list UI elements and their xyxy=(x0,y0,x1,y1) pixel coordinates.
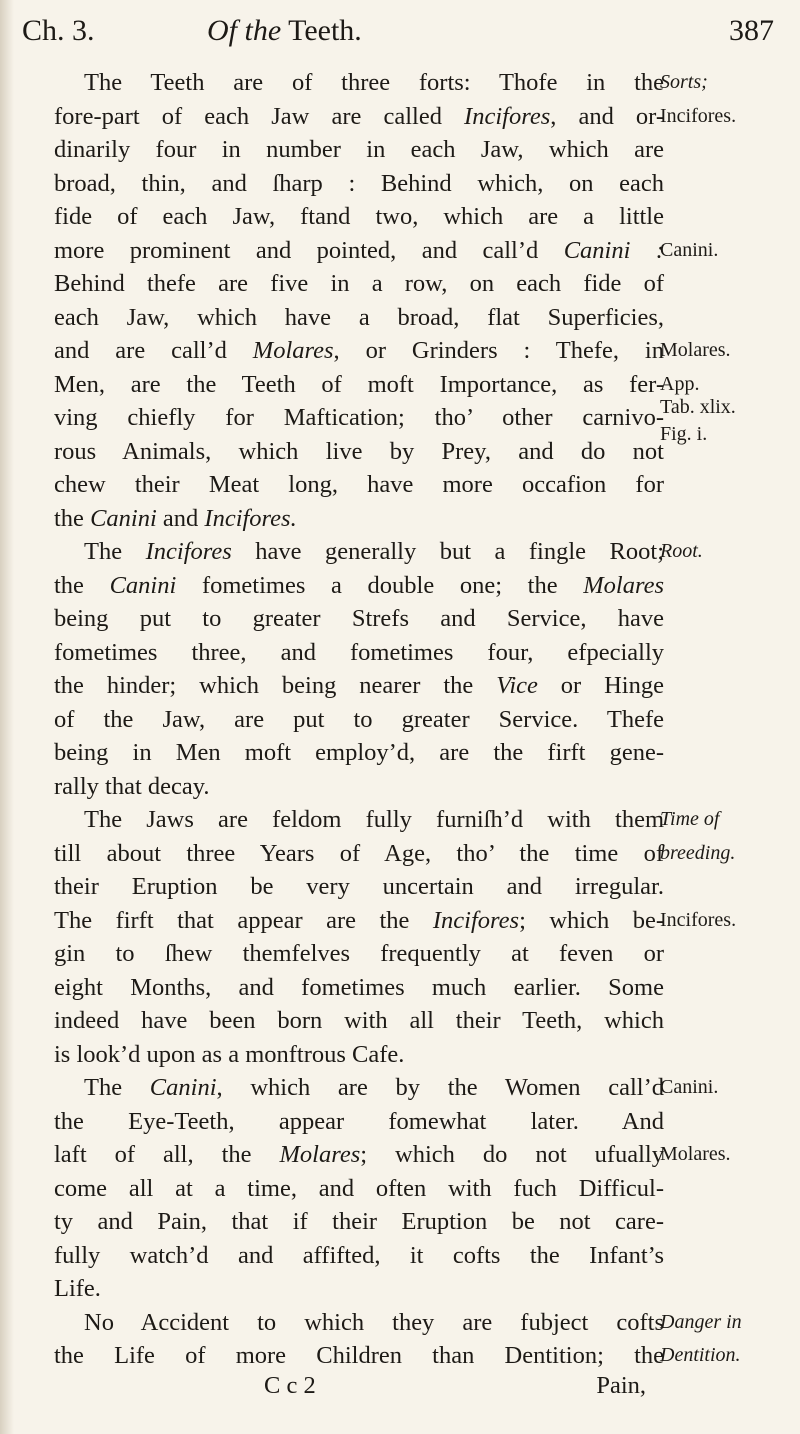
italic-term: Incifores. xyxy=(204,504,297,532)
margin-note: Tab. xlix. xyxy=(660,395,736,418)
text-line xyxy=(54,669,664,703)
text-line xyxy=(54,234,664,268)
text-run: ; which do not ufually xyxy=(360,1141,664,1168)
text-line xyxy=(54,1004,664,1038)
margin-note: Canini. xyxy=(660,1076,719,1098)
margin-note: breeding. xyxy=(660,841,736,864)
text-line xyxy=(54,1239,664,1273)
italic-term: Vice xyxy=(496,672,538,699)
text-run: dinarily four in number in each Jaw, which are xyxy=(54,136,664,163)
italic-term: Incifores xyxy=(464,102,551,130)
text-line xyxy=(54,401,664,435)
text-line xyxy=(54,133,664,167)
text-run: , which are by the Women call’d xyxy=(216,1074,664,1101)
text-line xyxy=(54,535,664,569)
signature-mark: C c 2 xyxy=(264,1372,316,1399)
text-run: fometimes a double one; the xyxy=(176,571,584,599)
text-line xyxy=(54,1272,664,1306)
text-run: The xyxy=(84,1074,150,1101)
text-line xyxy=(54,636,664,670)
text-run: eight Months, and fometimes much earlier. Some xyxy=(54,973,664,1001)
text-run: fometimes three, and fometimes four, efpecially xyxy=(54,638,664,666)
text-line xyxy=(54,368,664,402)
text-run: chew their Meat long, have more occafion for xyxy=(54,471,664,498)
text-line xyxy=(54,770,664,804)
text-line xyxy=(54,569,664,603)
text-run: , or Grinders : Thefe, in xyxy=(333,337,664,364)
text-run: ; which be- xyxy=(519,906,664,934)
text-run: rally that decay. xyxy=(54,772,210,800)
text-run: the hinder; which being nearer the xyxy=(54,672,497,699)
text-run: The Jaws are feldom fully furniſh’d with them xyxy=(84,806,664,833)
italic-term: Canini xyxy=(149,1074,217,1101)
text-run: till about three Years of Age, tho’ the time of xyxy=(54,839,664,867)
text-run: The firft that appear are the xyxy=(54,906,433,934)
text-line xyxy=(54,167,664,201)
text-line xyxy=(54,200,664,234)
running-title-rest: Teeth. xyxy=(281,14,362,47)
page-number: 387 xyxy=(729,14,774,47)
text-line xyxy=(54,736,664,770)
margin-note: Fig. i. xyxy=(660,422,708,445)
text-run: indeed have been born with all their Teeth, which xyxy=(54,1007,664,1034)
margin-note: Root. xyxy=(660,540,703,562)
text-run: each Jaw, which have a broad, flat Superficies, xyxy=(54,303,664,331)
text-run: and are call’d xyxy=(54,337,253,364)
margin-note: Incifores. xyxy=(660,908,737,931)
italic-term: Incifores xyxy=(145,538,232,565)
page-footer xyxy=(54,1372,664,1402)
margin-note: Molares. xyxy=(660,1143,731,1165)
margin-note: Dentition. xyxy=(660,1344,741,1366)
margin-note: Molares. xyxy=(660,339,731,361)
margin-note: Time of xyxy=(660,808,720,830)
margin-note: App. xyxy=(660,372,700,395)
text-run: the xyxy=(54,571,110,599)
text-line xyxy=(54,66,664,100)
text-line xyxy=(54,435,664,469)
margin-note: Incifores. xyxy=(660,104,737,127)
italic-term: Incifores xyxy=(432,906,520,934)
text-line xyxy=(54,1071,664,1105)
page-gutter-shadow xyxy=(0,0,14,1434)
running-header xyxy=(22,14,782,50)
margin-note: Sorts; xyxy=(660,71,708,93)
text-run: being in Men moft employ’d, are the firft gene- xyxy=(54,739,664,766)
italic-term: Molares xyxy=(279,1141,361,1168)
italic-term: Molares xyxy=(583,571,664,599)
text-line xyxy=(54,334,664,368)
text-run: their Eruption be very uncertain and irregular. xyxy=(54,873,664,900)
text-line xyxy=(54,1339,664,1373)
text-run: and xyxy=(156,504,205,532)
text-run: being put to greater Strefs and Service, have xyxy=(54,605,664,632)
running-title-italic: Of the xyxy=(207,14,282,47)
text-line xyxy=(54,502,664,536)
text-run: is look’d upon as a monftrous Cafe. xyxy=(54,1040,405,1068)
text-line xyxy=(54,1038,664,1072)
text-line xyxy=(54,1172,664,1206)
text-run: , and or- xyxy=(550,102,665,130)
text-run: or Hinge xyxy=(537,672,664,699)
text-line xyxy=(54,703,664,737)
text-run: Men, are the Teeth of moft Importance, as fer- xyxy=(54,370,664,398)
text-line xyxy=(54,837,664,871)
text-run: laft of all, the xyxy=(54,1141,280,1168)
text-line xyxy=(54,1138,664,1172)
text-run: ty and Pain, that if their Eruption be not care- xyxy=(54,1208,664,1235)
margin-note: Danger in xyxy=(660,1310,742,1333)
text-line xyxy=(54,870,664,904)
italic-term: Molares xyxy=(252,337,334,364)
text-run: the Life of more Children than Dentition; the xyxy=(54,1342,664,1369)
text-run: No Accident to which they are fubject cofts xyxy=(84,1308,664,1336)
running-title xyxy=(207,14,362,48)
text-run: Behind thefe are five in a row, on each fide of xyxy=(54,270,664,297)
text-run: The Teeth are of three forts: Thofe in the xyxy=(84,69,664,96)
text-run: fully watch’d and affifted, it cofts the Infant’s xyxy=(54,1241,664,1269)
text-run: the xyxy=(54,504,91,532)
italic-term: Canini xyxy=(109,571,177,599)
text-run: The xyxy=(84,538,146,565)
text-run: more prominent and pointed, and call’d xyxy=(54,236,564,264)
text-line xyxy=(54,1105,664,1139)
chapter-label: Ch. 3. xyxy=(22,14,95,47)
text-run: fore-part of each Jaw are called xyxy=(54,102,465,130)
italic-term: Canini : xyxy=(563,236,664,264)
text-line xyxy=(54,301,664,335)
text-line xyxy=(54,602,664,636)
text-run: gin to ſhew themfelves frequently at feven or xyxy=(54,940,664,967)
text-line xyxy=(54,904,664,938)
text-run: the Eye-Teeth, appear fomewhat later. And xyxy=(54,1107,664,1135)
text-line xyxy=(54,468,664,502)
margin-note: Canini. xyxy=(660,238,719,261)
text-run: Life. xyxy=(54,1275,101,1302)
text-line xyxy=(54,100,664,134)
text-line xyxy=(54,1306,664,1340)
italic-term: Canini xyxy=(90,504,157,532)
text-line xyxy=(54,267,664,301)
text-line xyxy=(54,1205,664,1239)
text-line xyxy=(54,803,664,837)
text-run: come all at a time, and often with fuch Difficul- xyxy=(54,1174,664,1202)
main-text-column xyxy=(54,66,664,1373)
catchword: Pain, xyxy=(596,1372,646,1399)
text-line xyxy=(54,937,664,971)
text-line xyxy=(54,971,664,1005)
text-run: ving chiefly for Maftication; tho’ other carnivo- xyxy=(54,404,664,431)
text-run: fide of each Jaw, ftand two, which are a little xyxy=(54,203,664,230)
text-run: of the Jaw, are put to greater Service. Thefe xyxy=(54,705,664,733)
text-run: have generally but a fingle Root; xyxy=(231,538,665,565)
text-run: broad, thin, and ſharp : Behind which, on each xyxy=(54,169,664,197)
text-run: rous Animals, which live by Prey, and do not xyxy=(54,437,664,465)
